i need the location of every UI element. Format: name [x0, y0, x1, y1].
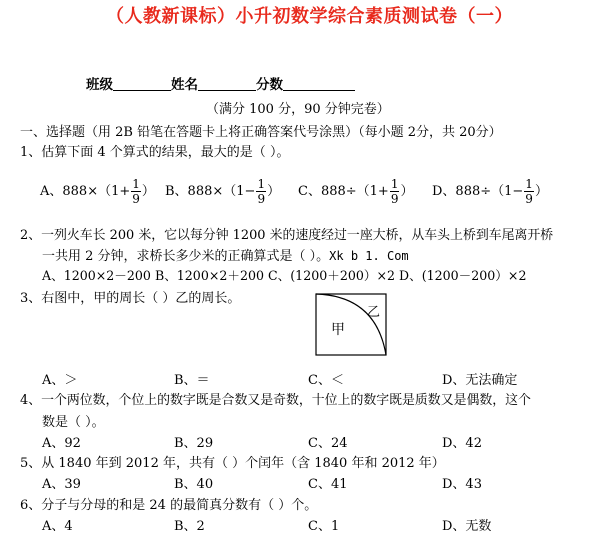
name-label: 姓名: [171, 77, 198, 93]
question-6-option-b: B、2: [174, 519, 205, 534]
fraction: [256, 178, 266, 205]
question-1-option-a: [40, 178, 155, 205]
question-4-line-1: 4、一个两位数，个位上的数字既是合数又是奇数，十位上的数字既是质数又是偶数，这个: [20, 393, 531, 408]
name-blank: [198, 77, 256, 91]
student-info-line: [86, 77, 355, 93]
watermark-text: Xk b 1. Com: [329, 249, 409, 263]
fraction-denominator: 9: [132, 192, 140, 206]
question-5-option-b: B、40: [174, 477, 214, 492]
option-b-suffix: ）: [267, 184, 281, 199]
option-d-prefix: D、888÷（1−: [432, 184, 524, 199]
question-1-option-d: [432, 178, 548, 205]
option-c-prefix: C、888÷（1+: [298, 184, 389, 199]
section-heading: 一、选择题（用 2B 铅笔在答题卡上将正确答案代号涂黑）（每小题 2分，共 20分）: [20, 125, 502, 140]
option-a-suffix: ）: [141, 184, 155, 199]
question-3-figure: [314, 292, 390, 358]
figure-label-jia: 甲: [331, 322, 345, 338]
option-a-prefix: A、888×（1+: [40, 184, 131, 199]
fraction-denominator: 9: [390, 192, 399, 206]
figure-label-yi: 乙: [367, 305, 381, 320]
fraction-numerator: 1: [132, 177, 140, 191]
fraction-numerator: 1: [390, 177, 399, 191]
fraction: [524, 178, 534, 205]
question-6-stem: 6、分子与分母的和是 24 的最简真分数有（ ）个。: [20, 498, 318, 513]
question-1-stem: 1、估算下面 4 个算式的结果，最大的是（ ）。: [20, 145, 290, 160]
figure-arc: [316, 294, 386, 355]
exam-note: （满分 100 分，90 分钟完卷）: [206, 102, 390, 117]
question-4-option-c: C、24: [308, 436, 348, 451]
question-6-option-a: A、4: [42, 519, 73, 534]
question-1-option-c: [298, 178, 413, 205]
score-blank: [283, 77, 355, 91]
page-title: （人教新课标）小升初数学综合素质测试卷（一）: [106, 6, 513, 27]
fraction-numerator: 1: [257, 177, 266, 191]
option-d-suffix: ）: [534, 184, 548, 199]
question-2-stem-end: 一共用 2 分钟，求桥长多少米的正确算式是（ ）。: [42, 249, 330, 264]
question-5-option-d: D、43: [442, 477, 482, 492]
fraction: [131, 178, 141, 205]
option-c-suffix: ）: [400, 184, 414, 199]
question-2-options: A、1200×2－200 B、1200×2＋200 C、(1200＋200）×2 D、(1200－200）×2: [42, 268, 527, 283]
fraction: [390, 178, 400, 205]
question-3-option-d: D、无法确定: [442, 373, 518, 388]
question-4-option-b: B、29: [174, 436, 214, 451]
question-4-option-d: D、42: [442, 436, 482, 451]
question-4-option-a: A、92: [42, 436, 81, 451]
fraction-numerator: 1: [525, 177, 533, 191]
fraction-denominator: 9: [525, 192, 533, 206]
question-6-option-d: D、无数: [442, 519, 492, 534]
question-5-stem: 5、从 1840 年到 2012 年，共有（ ）个闰年（含 1840 年和 2012 年）: [20, 456, 445, 471]
class-blank: [113, 77, 171, 91]
question-3-option-a: A、＞: [42, 373, 78, 388]
question-5-option-c: C、41: [308, 477, 348, 492]
question-4-line-2: 数是（ ）。: [42, 415, 105, 430]
question-2-line-2: [42, 250, 409, 263]
question-3-option-b: B、＝: [174, 373, 210, 388]
option-b-prefix: B、888×（1−: [165, 184, 256, 199]
fraction-denominator: 9: [257, 192, 266, 206]
question-2-line-1: 2、一列火车长 200 米，它以每分钟 1200 米的速度经过一座大桥，从车头上桥到车尾离开桥: [20, 228, 554, 243]
question-5-option-a: A、39: [42, 477, 81, 492]
question-3-option-c: C、＜: [308, 373, 344, 388]
score-label: 分数: [256, 77, 283, 93]
class-label: 班级: [86, 77, 113, 93]
question-6-option-c: C、1: [308, 519, 340, 534]
question-1-option-b: [165, 178, 280, 205]
question-3-stem: 3、右图中，甲的周长（ ）乙的周长。: [20, 291, 241, 306]
